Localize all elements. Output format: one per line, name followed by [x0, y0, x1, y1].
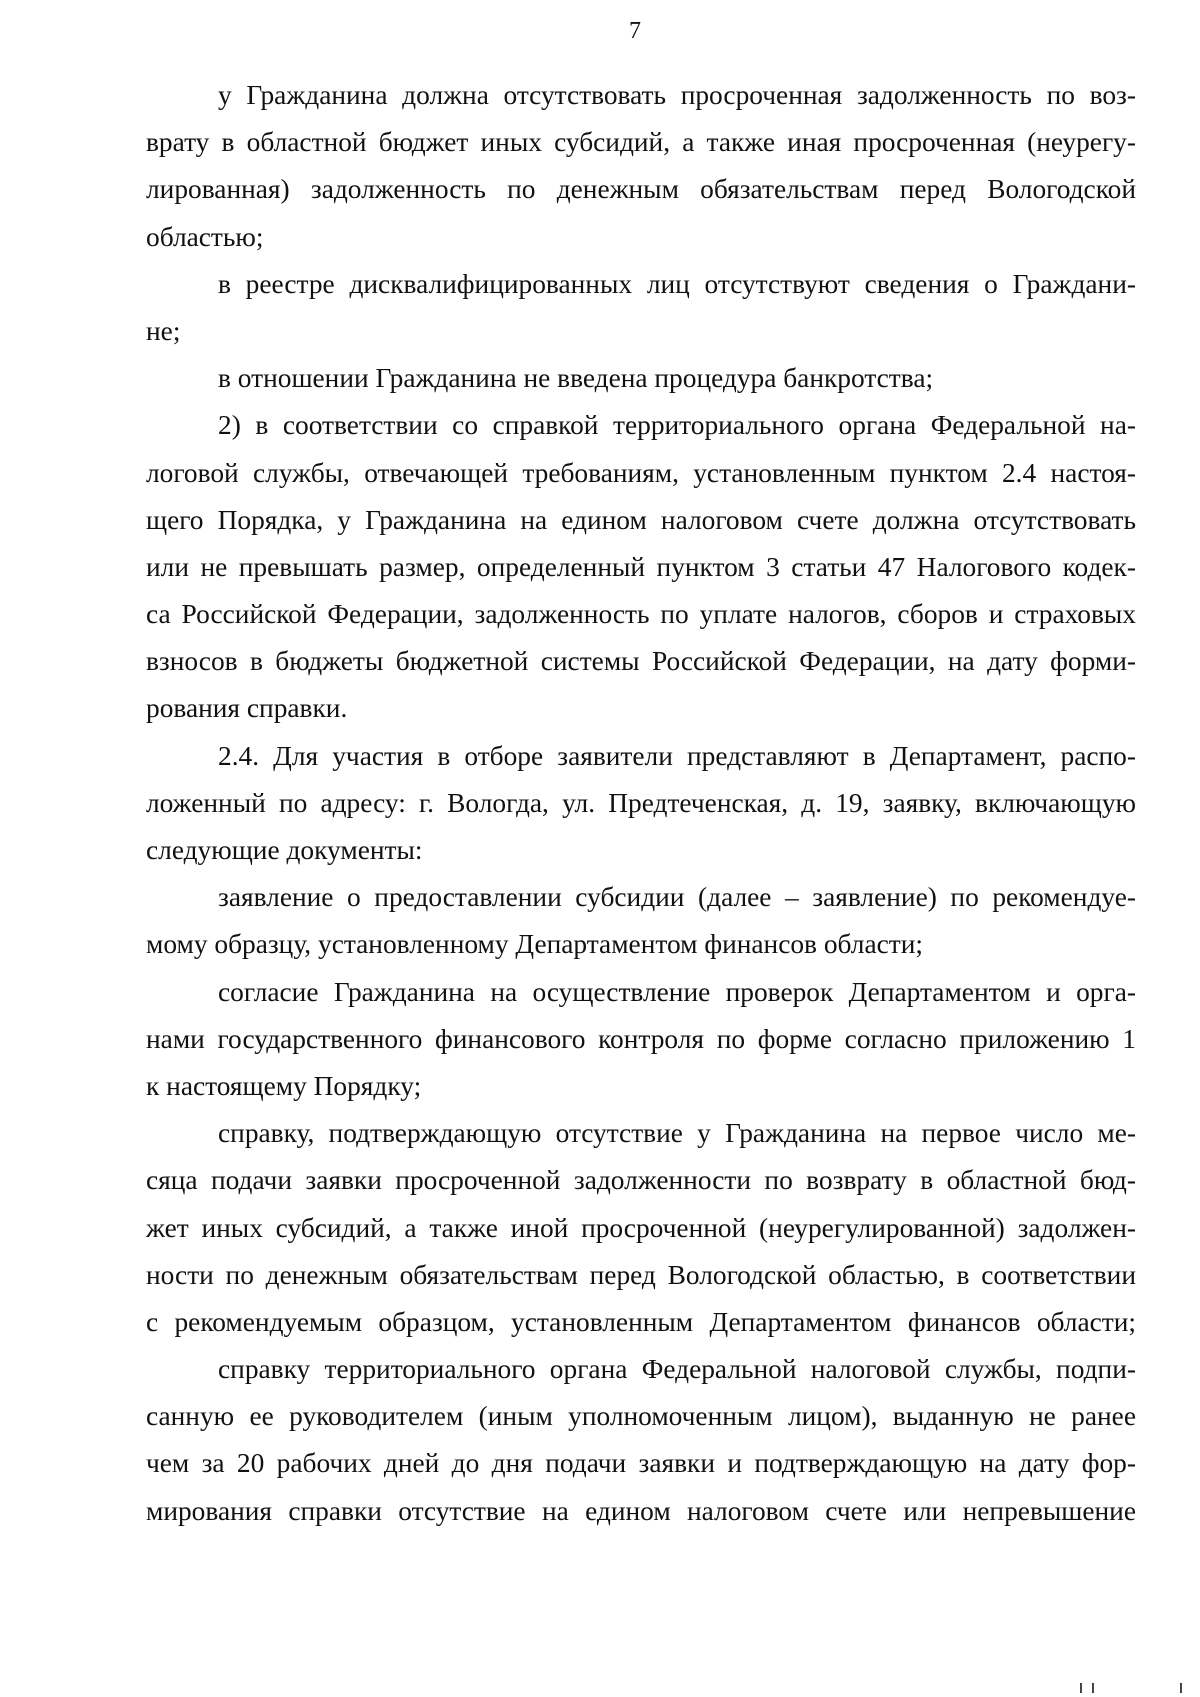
document-body — [146, 72, 1136, 1535]
text-line: следующие документы: — [146, 835, 423, 865]
text-line: 2.4. Для участия в отборе заявители представляют в Департамент, распо- — [218, 740, 1136, 771]
text-line: ложенный по адресу: г. Вологда, ул. Предтеченская, д. 19, заявку, включающую — [146, 787, 1136, 818]
scan-artifact-mark — [1092, 1683, 1094, 1693]
text-line: областью; — [146, 221, 264, 252]
text-line: согласие Гражданина на осуществление проверок Департаментом и орга- — [218, 976, 1136, 1007]
text-line: врату в областной бюджет иных субсидий, а также иная просроченная (неурегу- — [146, 127, 1136, 158]
text-line: взносов в бюджеты бюджетной системы Российской Федерации, на дату форми- — [146, 646, 1136, 677]
text-line: нами государственного финансового контроля по форме согласно приложению 1 — [146, 1023, 1136, 1054]
text-line: 2) в соответствии со справкой территориального органа Федеральной на- — [218, 410, 1136, 441]
text-line: у Гражданина должна отсутствовать просроченная задолженность по воз- — [218, 80, 1136, 110]
text-line: логовой службы, отвечающей требованиям, установленным пунктом 2.4 настоя- — [146, 457, 1136, 488]
text-line: справку, подтверждающую отсутствие у Гражданина на первое число ме- — [218, 1118, 1136, 1149]
text-line: ности по денежным обязательствам перед Вологодской областью, в соответствии — [146, 1259, 1136, 1290]
text-line: в реестре дисквалифицированных лиц отсутствуют сведения о Граждани- — [218, 268, 1136, 299]
text-line: в отношении Гражданина не введена процедура банкротства; — [218, 363, 934, 394]
text-line: мирования справки отсутствие на едином налоговом счете или непревышение — [146, 1495, 1136, 1526]
text-line: жет иных субсидий, а также иной просроченной (неурегулированной) задолжен- — [146, 1212, 1136, 1243]
text-line: щего Порядка, у Гражданина на едином налоговом счете должна отсутствовать — [146, 504, 1136, 535]
text-line: справку территориального органа Федеральной налоговой службы, подпи- — [218, 1354, 1136, 1385]
scan-artifact-mark — [1180, 1683, 1182, 1693]
scan-artifact-mark — [1080, 1683, 1082, 1693]
text-line: чем за 20 рабочих дней до дня подачи заявки и подтверждающую на дату фор- — [146, 1448, 1136, 1479]
text-line: заявление о предоставлении субсидии (далее – заявление) по рекомендуе- — [218, 882, 1136, 913]
text-line: с рекомендуемым образцом, установленным Департаментом финансов области; — [146, 1306, 1136, 1337]
text-line: сяца подачи заявки просроченной задолженности по возврату в областной бюд- — [146, 1165, 1136, 1196]
page-number: 7 — [629, 18, 641, 44]
text-line: или не превышать размер, определенный пунктом 3 статьи 47 Налогового кодек- — [146, 551, 1136, 582]
text-line: к настоящему Порядку; — [146, 1070, 422, 1101]
text-line: санную ее руководителем (иным уполномоченным лицом), выданную не ранее — [146, 1401, 1136, 1432]
text-line: мому образцу, установленному Департаментом финансов области; — [146, 929, 924, 960]
text-line: лированная) задолженность по денежным обязательствам перед Вологодской — [146, 174, 1136, 205]
text-line: рования справки. — [146, 693, 348, 724]
text-line: са Российской Федерации, задолженность по уплате налогов, сборов и страховых — [146, 599, 1136, 630]
text-line: не; — [146, 315, 181, 346]
